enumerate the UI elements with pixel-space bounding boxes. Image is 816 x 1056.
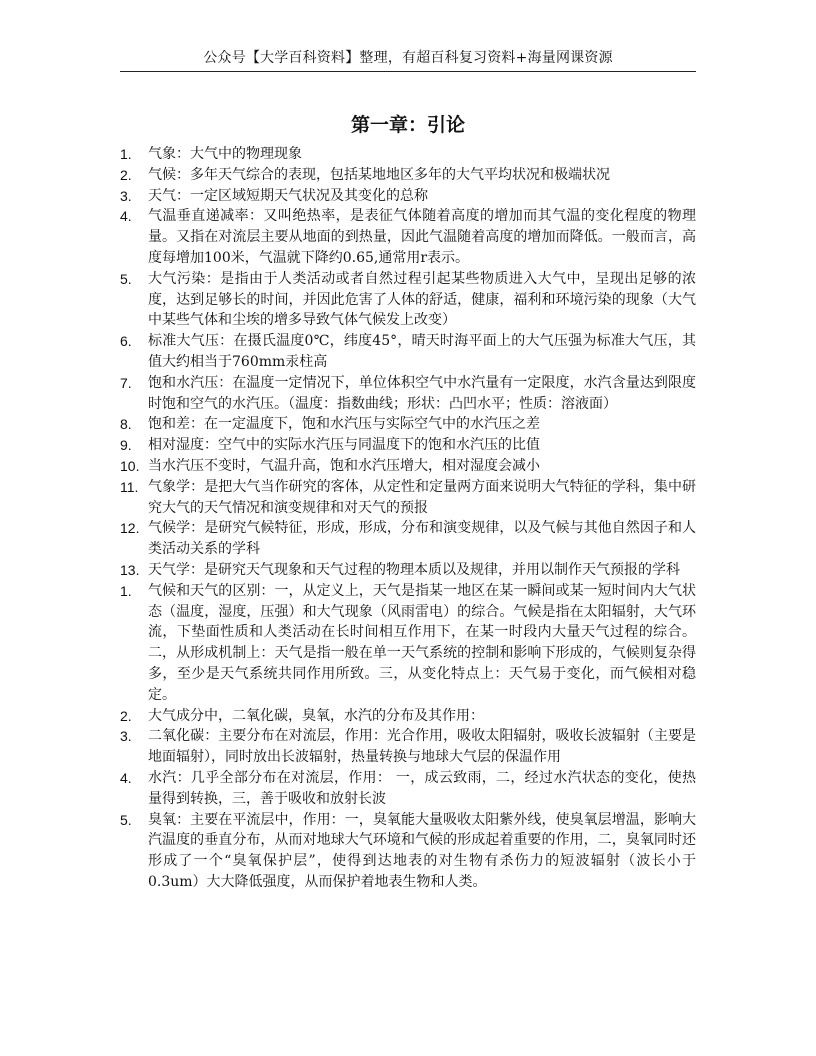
item-number: 2. [120,166,132,183]
item-number: 5. [120,811,132,828]
item-number: 12. [120,520,140,537]
item-number: 11. [120,478,139,495]
list-item [120,269,696,331]
item-text: 大气污染：是指由于人类活动或者自然过程引起某些物质进入大气中，呈现出足够的浓度，达到足够长的时间，并因此危害了人体的舒适，健康，福利和环境污染的现象（大气中某些气体和尘埃的增多导致气体气候发上改变） [148,270,696,329]
definition-list [120,144,696,893]
header-divider [120,71,696,72]
list-item [120,726,696,768]
item-text: 二氧化碳：主要分布在对流层，作用：光合作用，吸收太阳辐射，吸收长波辐射（主要是地面辐射），同时放出长波辐射，热量转换与地球大气层的保温作用 [148,728,696,766]
list-item [120,768,696,810]
item-text: 当水汽压不变时，气温升高，饱和水汽压增大，相对湿度会减小 [148,457,540,474]
list-item [120,165,696,186]
item-text: 标准大气压：在摄氏温度0℃，纬度45°，晴天时海平面上的大气压强为标准大气压，其值大约相当于760mm汞柱高 [148,333,696,370]
list-item [120,206,696,268]
list-item [120,186,696,207]
item-number: 3. [120,187,132,204]
list-item [120,144,696,165]
item-text: 气候学：是研究气候特征，形成，形成，分布和演变规律，以及气候与其他自然因子和人类活动关系的学科 [148,520,696,558]
list-item [120,373,696,415]
item-number: 2. [120,707,132,724]
list-item [120,435,696,456]
item-number: 8. [120,416,132,433]
item-text: 气象：大气中的物理现象 [148,146,302,162]
item-number: 5. [120,270,132,287]
list-item [120,518,696,560]
page-header: 公众号【大学百科资料】整理，有超百科复习资料+海量网课资源 [203,50,613,66]
list-item [120,414,696,435]
item-text: 气温垂直递减率：又叫绝热率，是表征气体随着高度的增加而其气温的变化程度的物理量。又指在对流层主要从地面的到热量，因此气温随着高度的增加而降低。一般而言，高度每增加100米，气温就下降约0.65,通常用r表示。 [148,208,696,266]
list-item [120,456,696,477]
item-text: 臭氧：主要在平流层中，作用：一，臭氧能大量吸收太阳紫外线，使臭氧层增温，影响大汽温度的垂直分布，从而对地球大气环境和气候的形成起着重要的作用，二，臭氧同时还形成了一个“臭氧保护层”，使得到达地表的对生物有杀伤力的短波辐射（波长小于0.3um）大大降低强度，从而保护着地表生物和人类。 [148,811,696,890]
item-text: 水汽：几乎全部分布在对流层，作用： 一，成云致雨，二，经过水汽状态的变化，使热量得到转换，三，善于吸收和放射长波 [148,769,696,807]
chapter-title: 第一章：引论 [350,114,465,136]
list-item [120,706,696,727]
item-text: 天气学：是研究天气现象和天气过程的物理本质以及规律，并用以制作天气预报的学科 [148,561,680,578]
item-text: 气候：多年天气综合的表现，包括某地地区多年的大气平均状况和极端状况 [148,166,610,183]
item-number: 3. [120,728,132,745]
list-item [120,810,696,893]
item-text: 相对湿度：空气中的实际水汽压与同温度下的饱和水汽压的比值 [148,437,540,454]
item-number: 4. [120,208,132,225]
item-number: 1. [120,582,132,599]
list-item [120,477,696,519]
item-text: 饱和水汽压：在温度一定情况下，单位体积空气中水汽量有一定限度，水汽含量达到限度时饱和空气的水汽压。（温度：指数曲线；形状：凸凹水平；性质：溶液面） [148,374,696,412]
item-number: 4. [120,769,132,786]
list-item [120,581,696,706]
item-text: 大气成分中，二氧化碳，臭氧，水汽的分布及其作用： [148,707,484,724]
list-item [120,560,696,581]
item-number: 10. [120,457,140,474]
item-text: 气象学：是把大气当作研究的客体，从定性和定量两方面来说明大气特征的学科，集中研究大气的天气情况和演变规律和对天气的预报 [148,478,696,516]
item-number: 13. [120,561,140,578]
item-number: 9. [120,437,132,454]
item-number: 1. [120,146,132,162]
list-item [120,331,696,373]
item-number: 6. [120,333,132,350]
item-text: 饱和差：在一定温度下，饱和水汽压与实际空气中的水汽压之差 [148,416,540,433]
item-number: 7. [120,374,132,391]
item-text: 天气：一定区域短期天气状况及其变化的总称 [148,187,428,204]
item-text: 气候和天气的区别：一，从定义上，天气是指某一地区在某一瞬间或某一短时间内大气状态（温度，湿度，压强）和大气现象（风雨雷电）的综合。气候是指在太阳辐射，大气环流，下垫面性质和人类活动在长时间相互作用下，在某一时段内大量天气过程的综合。二，从形成机制上：天气是指一般在单一天气系统的控制和影响下形成的，气候则复杂得多，至少是天气系统共同作用所致。三，从变化特点上：天气易于变化，而气候相对稳定。 [148,582,696,703]
